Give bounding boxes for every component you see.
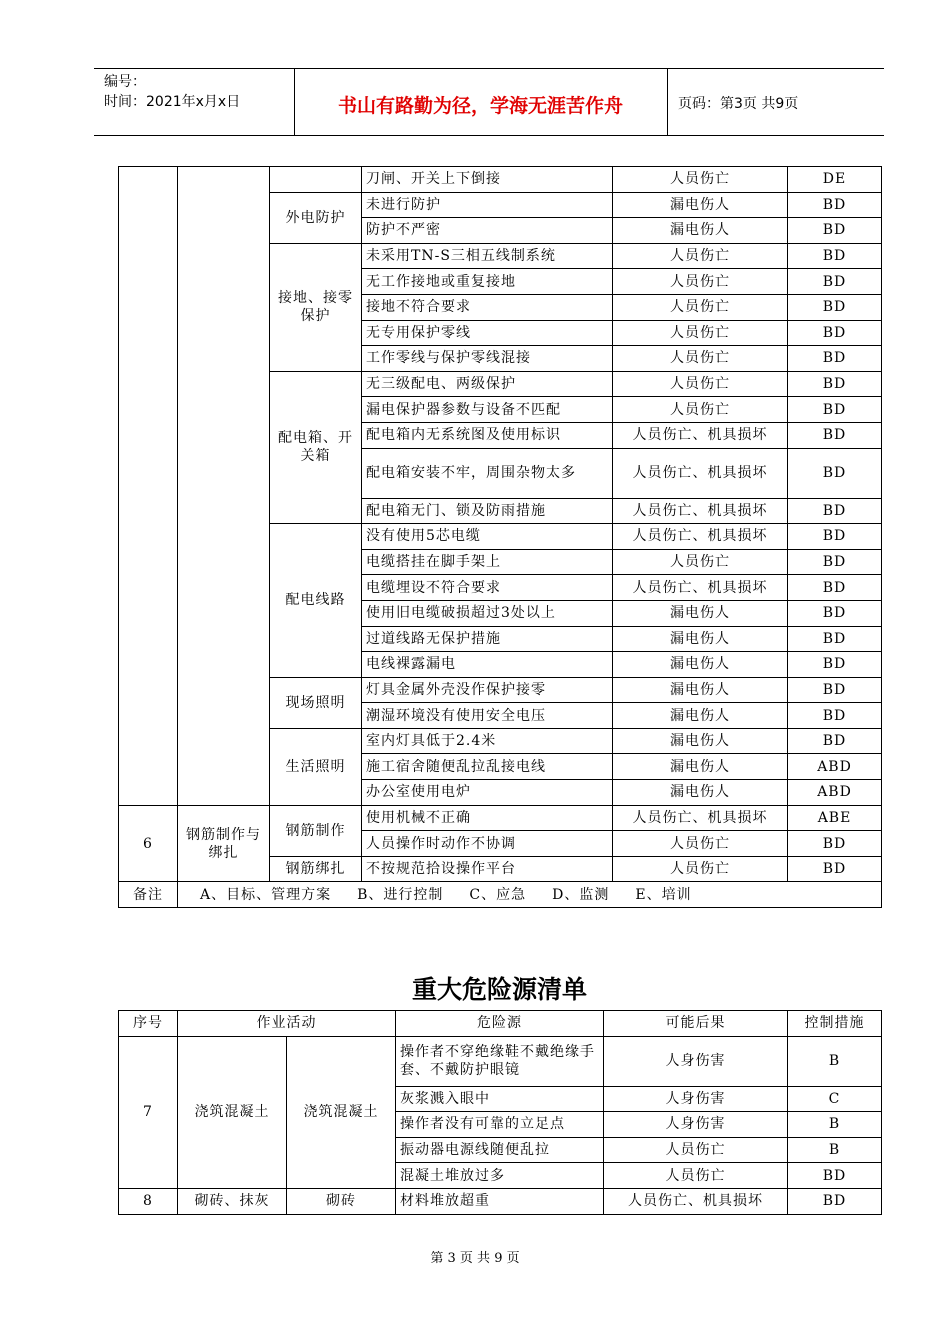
- measure-cell: BD: [788, 600, 882, 626]
- header-divider: [667, 69, 668, 135]
- major-hazard-table: [118, 1010, 882, 1215]
- hazard-cell: 使用机械不正确: [362, 805, 613, 831]
- consequence-cell: 人员伤亡: [613, 856, 788, 882]
- measure-cell: BD: [788, 448, 882, 498]
- measure-cell: BD: [788, 652, 882, 678]
- hazard-cell: 无工作接地或重复接地: [362, 269, 613, 295]
- page-footer: 第 3 页 共 9 页: [430, 1251, 520, 1266]
- measure-cell: BD: [788, 831, 882, 857]
- activity-cell: [178, 167, 270, 806]
- measure-cell: BD: [788, 371, 882, 397]
- hazard-cell: 接地不符合要求: [362, 294, 613, 320]
- hazard-cell: 工作零线与保护零线混接: [362, 346, 613, 372]
- measure-cell: BD: [788, 269, 882, 295]
- group-cell: 钢筋制作: [270, 805, 362, 856]
- page-info: 页码：第3页 共9页: [678, 96, 799, 112]
- consequence-cell: 漏电伤人: [613, 780, 788, 806]
- hazard-cell: 配电箱安装不牢，周围杂物太多: [362, 448, 613, 498]
- remark-row: [119, 882, 882, 908]
- header-consequence: 可能后果: [604, 1011, 788, 1037]
- hazard-cell: 灰浆溅入眼中: [396, 1086, 604, 1112]
- hazard-cell: 潮湿环境没有使用安全电压: [362, 703, 613, 729]
- remark-item: A、目标、管理方案: [200, 886, 332, 903]
- consequence-cell: 人身伤害: [604, 1086, 788, 1112]
- consequence-cell: 人员伤亡: [613, 397, 788, 423]
- sub-activity-cell: 砌砖: [287, 1188, 396, 1214]
- measure-cell: BD: [788, 728, 882, 754]
- measure-cell: C: [788, 1086, 882, 1112]
- hazard-cell: 操作者没有可靠的立足点: [396, 1112, 604, 1138]
- hazard-cell: 混凝土堆放过多: [396, 1163, 604, 1189]
- remark-item: B、进行控制: [357, 886, 444, 903]
- group-cell: 配电箱、开关箱: [270, 371, 362, 523]
- consequence-cell: 漏电伤人: [613, 728, 788, 754]
- measure-cell: BD: [788, 346, 882, 372]
- consequence-cell: 漏电伤人: [613, 652, 788, 678]
- remark-text: [178, 882, 882, 908]
- hazard-cell: 电线裸露漏电: [362, 652, 613, 678]
- hazard-cell: 使用旧电缆破损超过3处以上: [362, 600, 613, 626]
- group-cell: 配电线路: [270, 524, 362, 678]
- consequence-cell: 漏电伤人: [613, 626, 788, 652]
- measure-cell: B: [788, 1112, 882, 1138]
- hazard-cell: 漏电保护器参数与设备不匹配: [362, 397, 613, 423]
- hazard-table-continued: [118, 166, 882, 908]
- consequence-cell: 人员伤亡: [613, 549, 788, 575]
- consequence-cell: 漏电伤人: [613, 218, 788, 244]
- number-label: 编号：: [104, 74, 146, 90]
- measure-cell: BD: [788, 677, 882, 703]
- measure-cell: BD: [788, 218, 882, 244]
- group-cell: [270, 167, 362, 193]
- consequence-cell: 人员伤亡: [613, 371, 788, 397]
- remark-label: 备注: [119, 882, 178, 908]
- remark-item: E、培训: [635, 886, 692, 903]
- measure-cell: ABE: [788, 805, 882, 831]
- measure-cell: B: [788, 1137, 882, 1163]
- hazard-cell: 无专用保护零线: [362, 320, 613, 346]
- header-hazard: 危险源: [396, 1011, 604, 1037]
- activity-cell: 砌砖、抹灰: [178, 1188, 287, 1214]
- consequence-cell: 漏电伤人: [613, 754, 788, 780]
- consequence-cell: 漏电伤人: [613, 600, 788, 626]
- consequence-cell: 人员伤亡: [613, 320, 788, 346]
- hazard-cell: 过道线路无保护措施: [362, 626, 613, 652]
- hazard-cell: 配电箱内无系统图及使用标识: [362, 422, 613, 448]
- table-row: [119, 167, 882, 193]
- consequence-cell: 人员伤亡、机具损坏: [604, 1188, 788, 1214]
- consequence-cell: 人员伤亡、机具损坏: [613, 805, 788, 831]
- consequence-cell: 人员伤亡: [604, 1137, 788, 1163]
- measure-cell: BD: [788, 192, 882, 218]
- remark-item: C、应急: [469, 886, 527, 903]
- group-cell: 现场照明: [270, 677, 362, 728]
- time-label: 时间：2021年x月x日: [104, 94, 241, 110]
- table-row: [119, 1188, 882, 1214]
- hazard-cell: 施工宿舍随便乱拉乱接电线: [362, 754, 613, 780]
- hazard-cell: 不按规范拾设操作平台: [362, 856, 613, 882]
- motto: 书山有路勤为径，学海无涯苦作舟: [337, 95, 623, 117]
- hazard-cell: 办公室使用电炉: [362, 780, 613, 806]
- consequence-cell: 漏电伤人: [613, 703, 788, 729]
- seq-cell: 7: [119, 1036, 178, 1188]
- seq-cell: [119, 167, 178, 806]
- hazard-cell: 未采用TN-S三相五线制系统: [362, 243, 613, 269]
- header-measure: 控制措施: [788, 1011, 882, 1037]
- activity-cell: 浇筑混凝土: [178, 1036, 287, 1188]
- seq-cell: 6: [119, 805, 178, 882]
- hazard-cell: 操作者不穿绝缘鞋不戴绝缘手套、不戴防护眼镜: [396, 1036, 604, 1086]
- measure-cell: BD: [788, 626, 882, 652]
- consequence-cell: 人员伤亡: [613, 346, 788, 372]
- measure-cell: BD: [788, 320, 882, 346]
- table-header-row: [119, 1011, 882, 1037]
- measure-cell: B: [788, 1036, 882, 1086]
- measure-cell: BD: [788, 397, 882, 423]
- measure-cell: BD: [788, 422, 882, 448]
- consequence-cell: 人员伤亡: [613, 294, 788, 320]
- consequence-cell: 人员伤亡: [613, 831, 788, 857]
- header-activity: 作业活动: [178, 1011, 396, 1037]
- measure-cell: BD: [788, 1163, 882, 1189]
- hazard-cell: 灯具金属外壳没作保护接零: [362, 677, 613, 703]
- consequence-cell: 人员伤亡: [613, 269, 788, 295]
- hazard-cell: 材料堆放超重: [396, 1188, 604, 1214]
- measure-cell: BD: [788, 549, 882, 575]
- consequence-cell: 人员伤亡: [604, 1163, 788, 1189]
- consequence-cell: 人员伤亡: [613, 243, 788, 269]
- group-cell: 钢筋绑扎: [270, 856, 362, 882]
- table-row: [119, 1036, 882, 1086]
- measure-cell: BD: [788, 524, 882, 550]
- measure-cell: ABD: [788, 754, 882, 780]
- hazard-cell: 未进行防护: [362, 192, 613, 218]
- measure-cell: BD: [788, 856, 882, 882]
- activity-cell: 钢筋制作与绑扎: [178, 805, 270, 882]
- measure-cell: ABD: [788, 780, 882, 806]
- consequence-cell: 人员伤亡: [613, 167, 788, 193]
- table-row: [119, 805, 882, 831]
- measure-cell: DE: [788, 167, 882, 193]
- consequence-cell: 人身伤害: [604, 1112, 788, 1138]
- measure-cell: BD: [788, 294, 882, 320]
- hazard-cell: 电缆埋设不符合要求: [362, 575, 613, 601]
- hazard-cell: 电缆搭挂在脚手架上: [362, 549, 613, 575]
- measure-cell: BD: [788, 575, 882, 601]
- consequence-cell: 人员伤亡、机具损坏: [613, 498, 788, 524]
- hazard-cell: 室内灯具低于2.4米: [362, 728, 613, 754]
- consequence-cell: 人员伤亡、机具损坏: [613, 575, 788, 601]
- group-cell: 接地、接零保护: [270, 243, 362, 371]
- hazard-cell: 刀闸、开关上下倒接: [362, 167, 613, 193]
- page-header: [94, 68, 884, 136]
- group-cell: 外电防护: [270, 192, 362, 243]
- hazard-cell: 配电箱无门、锁及防雨措施: [362, 498, 613, 524]
- hazard-cell: 振动器电源线随便乱拉: [396, 1137, 604, 1163]
- consequence-cell: 人员伤亡、机具损坏: [613, 422, 788, 448]
- remark-item: D、监测: [552, 886, 610, 903]
- consequence-cell: 人身伤害: [604, 1036, 788, 1086]
- hazard-cell: 没有使用5芯电缆: [362, 524, 613, 550]
- consequence-cell: 人员伤亡、机具损坏: [613, 448, 788, 498]
- header-seq: 序号: [119, 1011, 178, 1037]
- measure-cell: BD: [788, 243, 882, 269]
- hazard-cell: 无三级配电、两级保护: [362, 371, 613, 397]
- seq-cell: 8: [119, 1188, 178, 1214]
- consequence-cell: 人员伤亡、机具损坏: [613, 524, 788, 550]
- group-cell: 生活照明: [270, 728, 362, 805]
- consequence-cell: 漏电伤人: [613, 192, 788, 218]
- consequence-cell: 漏电伤人: [613, 677, 788, 703]
- measure-cell: BD: [788, 1188, 882, 1214]
- measure-cell: BD: [788, 703, 882, 729]
- measure-cell: BD: [788, 498, 882, 524]
- sub-activity-cell: 浇筑混凝土: [287, 1036, 396, 1188]
- section-title: 重大危险源清单: [411, 975, 587, 1004]
- hazard-cell: 人员操作时动作不协调: [362, 831, 613, 857]
- hazard-cell: 防护不严密: [362, 218, 613, 244]
